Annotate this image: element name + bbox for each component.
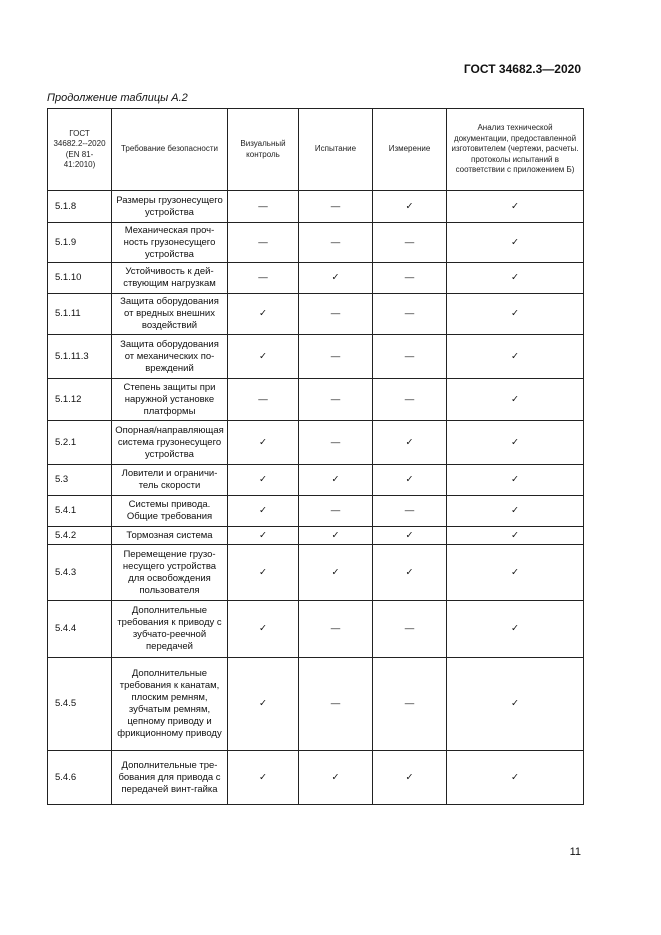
measurement-cell: ✓ (373, 191, 447, 223)
measurement-cell: — (373, 379, 447, 421)
clause-cell: 5.4.3 (48, 545, 112, 601)
test-cell: — (299, 379, 373, 421)
test-cell: ✓ (299, 465, 373, 496)
test-cell: — (299, 601, 373, 658)
header-measurement: Измерение (373, 109, 447, 191)
documentation-analysis-cell: ✓ (447, 191, 584, 223)
documentation-analysis-cell: ✓ (447, 379, 584, 421)
visual-inspection-cell: ✓ (228, 294, 299, 335)
table-row (48, 601, 584, 658)
visual-inspection-cell: ✓ (228, 545, 299, 601)
documentation-analysis-cell: ✓ (447, 421, 584, 465)
measurement-cell: — (373, 294, 447, 335)
table-row (48, 421, 584, 465)
table-row (48, 191, 584, 223)
test-cell: ✓ (299, 263, 373, 294)
measurement-cell: ✓ (373, 465, 447, 496)
test-cell: — (299, 658, 373, 751)
requirement-cell: Защита оборудования от вредных внешних воздействий (112, 294, 228, 335)
visual-inspection-cell: ✓ (228, 601, 299, 658)
test-cell: ✓ (299, 545, 373, 601)
table-row (48, 263, 584, 294)
test-cell: — (299, 294, 373, 335)
table-row (48, 496, 584, 527)
documentation-analysis-cell: ✓ (447, 223, 584, 263)
table-header-row (48, 109, 584, 191)
test-cell: — (299, 223, 373, 263)
visual-inspection-cell: ✓ (228, 527, 299, 545)
clause-cell: 5.4.4 (48, 601, 112, 658)
measurement-cell: ✓ (373, 545, 447, 601)
header-test: Испытание (299, 109, 373, 191)
document-code: ГОСТ 34682.3—2020 (463, 62, 581, 76)
header-requirement: Требование безопасности (112, 109, 228, 191)
clause-cell: 5.4.2 (48, 527, 112, 545)
requirement-cell: Дополнительные требования для привода с передачей винт-гайка (112, 751, 228, 805)
measurement-cell: ✓ (373, 527, 447, 545)
measurement-cell: — (373, 223, 447, 263)
visual-inspection-cell: ✓ (228, 751, 299, 805)
requirements-table (47, 108, 584, 805)
table-row (48, 379, 584, 421)
requirement-cell: Дополнительные требования к приводу с зубчато-реечной передачей (112, 601, 228, 658)
documentation-analysis-cell: ✓ (447, 527, 584, 545)
documentation-analysis-cell: ✓ (447, 263, 584, 294)
visual-inspection-cell: ✓ (228, 658, 299, 751)
requirement-cell: Дополнительные требования к канатам, плоским ремням, зубчатым ремням, цепному приводу и фрикционному приводу (112, 658, 228, 751)
clause-cell: 5.1.9 (48, 223, 112, 263)
clause-cell: 5.1.8 (48, 191, 112, 223)
requirement-cell: Ловители и ограничитель скорости (112, 465, 228, 496)
measurement-cell: ✓ (373, 421, 447, 465)
clause-cell: 5.1.11.3 (48, 335, 112, 379)
requirement-cell: Системы привода. Общие требования (112, 496, 228, 527)
documentation-analysis-cell: ✓ (447, 751, 584, 805)
documentation-analysis-cell: ✓ (447, 496, 584, 527)
measurement-cell: — (373, 263, 447, 294)
clause-cell: 5.4.1 (48, 496, 112, 527)
header-visual-inspection: Визуальный контроль (228, 109, 299, 191)
clause-cell: 5.1.12 (48, 379, 112, 421)
table-row (48, 335, 584, 379)
test-cell: — (299, 191, 373, 223)
requirement-cell: Размеры грузонесущего устройства (112, 191, 228, 223)
visual-inspection-cell: — (228, 223, 299, 263)
test-cell: ✓ (299, 527, 373, 545)
table-row (48, 465, 584, 496)
table-caption: Продолжение таблицы А.2 (47, 92, 188, 104)
documentation-analysis-cell: ✓ (447, 335, 584, 379)
header-gost-clause: ГОСТ 34682.2--2020 (EN 81-41:2010) (48, 109, 112, 191)
requirement-cell: Устойчивость к действующим нагрузкам (112, 263, 228, 294)
requirement-cell: Механическая прочность грузонесущего устройства (112, 223, 228, 263)
test-cell: — (299, 335, 373, 379)
visual-inspection-cell: — (228, 191, 299, 223)
visual-inspection-cell: ✓ (228, 421, 299, 465)
requirement-cell: Степень защиты при наружной установке платформы (112, 379, 228, 421)
documentation-analysis-cell: ✓ (447, 294, 584, 335)
table-body (48, 191, 584, 805)
visual-inspection-cell: ✓ (228, 335, 299, 379)
requirement-cell: Перемещение грузонесущего устройства для освобождения пользователя (112, 545, 228, 601)
test-cell: ✓ (299, 751, 373, 805)
table-row (48, 545, 584, 601)
clause-cell: 5.3 (48, 465, 112, 496)
visual-inspection-cell: ✓ (228, 465, 299, 496)
documentation-analysis-cell: ✓ (447, 658, 584, 751)
measurement-cell: ✓ (373, 751, 447, 805)
table-row (48, 751, 584, 805)
measurement-cell: — (373, 496, 447, 527)
measurement-cell: — (373, 335, 447, 379)
clause-cell: 5.1.11 (48, 294, 112, 335)
page-number: 11 (569, 846, 581, 858)
clause-cell: 5.1.10 (48, 263, 112, 294)
visual-inspection-cell: ✓ (228, 496, 299, 527)
requirement-cell: Опорная/направляющая система грузонесущего устройства (112, 421, 228, 465)
documentation-analysis-cell: ✓ (447, 465, 584, 496)
table-row (48, 527, 584, 545)
table-row (48, 294, 584, 335)
header-documentation-analysis: Анализ технической документации, предоставленной изготовителем (чертежи, расчеты. протоколы испытаний в соответствии с приложением Б) (447, 109, 584, 191)
requirement-cell: Защита оборудования от механических повреждений (112, 335, 228, 379)
documentation-analysis-cell: ✓ (447, 545, 584, 601)
test-cell: — (299, 496, 373, 527)
visual-inspection-cell: — (228, 379, 299, 421)
clause-cell: 5.2.1 (48, 421, 112, 465)
table-row (48, 223, 584, 263)
visual-inspection-cell: — (228, 263, 299, 294)
measurement-cell: — (373, 601, 447, 658)
requirement-cell: Тормозная система (112, 527, 228, 545)
clause-cell: 5.4.6 (48, 751, 112, 805)
measurement-cell: — (373, 658, 447, 751)
table-row (48, 658, 584, 751)
test-cell: — (299, 421, 373, 465)
documentation-analysis-cell: ✓ (447, 601, 584, 658)
clause-cell: 5.4.5 (48, 658, 112, 751)
